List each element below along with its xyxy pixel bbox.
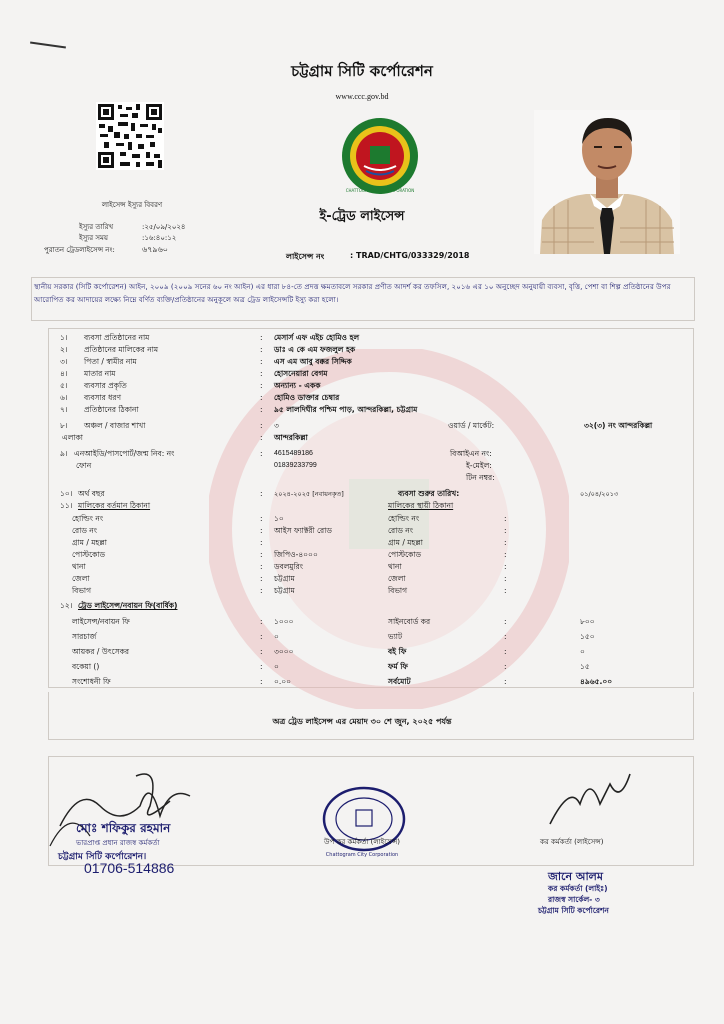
field-text: পোস্টকোড: [388, 550, 422, 559]
father-name: এস এম আবু বক্কর সিদ্দিক: [274, 357, 352, 366]
permanent-address-title: মালিকের স্থায়ী ঠিকানা: [388, 501, 454, 510]
left-signer-org: চট্টগ্রাম সিটি কর্পোরেশন।: [58, 852, 147, 862]
field-text: গ্রাম / মহল্লা: [388, 538, 423, 547]
field-text: ১৫০: [580, 632, 595, 641]
left-signer-phone: 01706-514886: [84, 860, 175, 876]
qr-code: [96, 102, 164, 170]
fees-title: ট্রেড লাইসেন্স/নবায়ন ফি(বার্ষিক): [78, 601, 178, 610]
field-text: বকেয়া (): [72, 662, 100, 671]
field-text: :: [504, 617, 507, 626]
field-text: বিভাগ: [388, 586, 407, 595]
license-no: : TRAD/CHTG/033329/2018: [350, 251, 470, 260]
field-text: ১০: [274, 514, 284, 523]
label-email: ই-মেইল:: [466, 461, 492, 470]
right-signer-line3: চট্টগ্রাম সিটি কর্পোরেশন: [538, 906, 609, 915]
field-text: থানা: [388, 562, 402, 571]
field-text: ০.০০: [274, 677, 292, 686]
city-corporation-logo: [340, 116, 420, 196]
field-text: ৭।: [60, 405, 68, 414]
label-father-name: পিতা / স্বামীর নাম: [84, 357, 137, 366]
field-text: ভ্যাট: [388, 632, 403, 641]
issue-caption: লাইসেন্স ইস্যুর বিবরণ: [101, 201, 163, 209]
label-bin: বিআইএন নং:: [450, 449, 492, 458]
field-text: ০: [274, 632, 279, 641]
field-text: :: [504, 662, 507, 671]
field-text: গ্রাম / মহল্লা: [72, 538, 107, 547]
field-text: :: [260, 345, 263, 354]
field-text: :: [504, 550, 507, 559]
field-text: বই ফি: [388, 647, 407, 656]
field-text: ১১।: [60, 501, 73, 510]
present-address-title: মালিকের বর্তমান ঠিকানা: [78, 501, 151, 510]
field-text: লাইসেন্স/নবায়ন ফি: [72, 617, 130, 626]
nid: 4615489186: [274, 450, 313, 457]
field-text: :: [260, 433, 263, 442]
field-text: :: [504, 586, 507, 595]
field-text: :: [260, 647, 263, 656]
field-text: :: [260, 369, 263, 378]
field-text: ৯।: [60, 449, 68, 458]
field-text: :: [260, 421, 263, 430]
field-text: ০: [274, 662, 279, 671]
intro-text: স্থানীয় সরকার (সিটি কর্পোরেশন) আইন, ২০০৯ (২০০৯ সনের ৬০ নং আইন) এর ধারা ৮৪-তে প্রদত্ত ক্ষমতাবলে সরকার প্রণীত আদর্শ কর তফসিল, ২০১৬ এর ১০ অনুচ্ছেদ অনুযায়ী ব্যবসা, বৃত্তি, পেশা বা শিল্প প্রতিষ্ঠানের উপর আরোপিত কর আদায়ের লক্ষ্যে নিম্নে বর্ণিত ব্যক্তি/প্রতিষ্ঠানের অনুকূলে অত্র ট্রেড লাইসেন্সটি ইস্যু করা হলো।: [34, 282, 671, 304]
seal-text: Chattogram City Corporation: [325, 852, 399, 858]
field-text: :: [260, 550, 263, 559]
field-text: :: [504, 647, 507, 656]
field-text: :: [260, 662, 263, 671]
field-text: ৮।: [60, 421, 68, 430]
issue-time-label: ইস্যুর সময়: [79, 234, 109, 242]
right-signer-name: জানে আলম: [548, 870, 603, 883]
label-business-nature: ব্যবসার প্রকৃতি: [84, 381, 127, 390]
right-signer-line1: কর কর্মকর্তা (লাইঃ): [548, 884, 608, 893]
field-text: বিভাগ: [72, 586, 91, 595]
field-text: :: [260, 617, 263, 626]
field-text: ১০০০: [274, 617, 294, 626]
field-text: :: [504, 514, 507, 523]
label-phone: ফোন: [76, 461, 92, 470]
field-text: ২।: [60, 345, 68, 354]
logo-text: CHATTOGRAM CITY CORPORATION: [345, 188, 415, 193]
field-text: ৮০০: [580, 617, 595, 626]
label-business-name: ব্যবসা প্রতিষ্ঠানের নাম: [84, 333, 150, 342]
business-name: মেসার্স এফ এইচ হোমিও হল: [274, 333, 360, 342]
field-text: জেলা: [72, 574, 90, 583]
field-text: :: [260, 632, 263, 641]
center-signer-label: উপ কর কর্মকর্তা (লাইসেন্স): [324, 838, 400, 846]
issue-date: :২৫/০৯/২০২৪: [142, 223, 186, 231]
field-text: জিপিও-৪০০০: [274, 550, 318, 559]
field-text: :: [504, 677, 507, 686]
label-owner-name: প্রতিষ্ঠানের মালিকের নাম: [84, 345, 159, 354]
field-text: :: [260, 489, 263, 498]
field-text: :: [504, 632, 507, 641]
field-text: হোল্ডিং নং: [388, 514, 420, 523]
phone: 01839233799: [274, 462, 317, 469]
validity-text: অত্র ট্রেড লাইসেন্স এর মেয়াদ ৩০ শে জুন, ২০২৫ পর্যন্ত: [272, 717, 452, 726]
field-text: পোস্টকোড: [72, 550, 106, 559]
field-text: ১।: [60, 333, 68, 342]
business-type: হোমিও ডাক্তার চেম্বার: [274, 393, 340, 402]
field-text: চট্টগ্রাম: [274, 574, 295, 583]
field-text: ডবলমুরিং: [274, 562, 303, 571]
right-signature: [540, 764, 640, 834]
field-text: :: [504, 562, 507, 571]
field-text: চট্টগ্রাম: [274, 586, 295, 595]
label-fiscal-year: অর্থ বছর: [78, 489, 105, 498]
pen-mark: [30, 42, 66, 49]
issue-time: :১৬:৪০:১২: [142, 234, 177, 242]
total-label: সর্বমোট: [388, 677, 411, 686]
business-address: ৯৫ লালদিঘীর পশ্চিম পাড়, আন্দরকিল্লা, চট্টগ্রাম: [274, 405, 418, 414]
issue-date-label: ইস্যুর তারিখ: [79, 223, 114, 231]
right-signer-line2: রাজস্ব সার্কেল- ৩: [548, 895, 600, 904]
label-business-type: ব্যবসার ধরণ: [84, 393, 122, 402]
field-text: জেলা: [388, 574, 406, 583]
field-text: :: [260, 357, 263, 366]
field-text: :: [260, 574, 263, 583]
field-text: :: [504, 538, 507, 547]
business-start: ০১/০৪/২০১৩: [580, 490, 619, 498]
label-mother-name: মাতার নাম: [84, 369, 116, 378]
left-signer-name: মোঃ শফিকুর রহমান: [76, 821, 171, 835]
field-text: :: [260, 526, 263, 535]
field-text: ফর্ম ফি: [388, 662, 408, 671]
field-text: ৬।: [60, 393, 68, 402]
zone: ৩: [274, 421, 279, 430]
field-text: সাইনবোর্ড কর: [388, 617, 431, 626]
field-text: হোল্ডিং নং: [72, 514, 104, 523]
right-signer-label: কর কর্মকর্তা (লাইসেন্স): [540, 838, 604, 846]
field-text: :: [260, 405, 263, 414]
license-no-label: লাইসেন্স নং: [286, 252, 325, 261]
ward: ৩২(৩) নং আন্দরকিল্লা: [584, 421, 653, 430]
field-text: সারচার্জ: [72, 632, 97, 641]
field-text: ১০।: [60, 489, 73, 498]
org-title: চট্টগ্রাম সিটি কর্পোরেশন: [291, 62, 433, 80]
mother-name: হোসনেয়ারা বেগম: [274, 369, 328, 378]
old-license-no: ৬৭৯৬০: [142, 245, 168, 254]
field-text: ১৫: [580, 662, 590, 671]
business-nature: অন্যান্য - একক: [274, 381, 321, 390]
field-text: :: [260, 449, 263, 458]
field-text: ৫।: [60, 381, 68, 390]
field-text: আয়কর / উৎসেকর: [72, 647, 130, 656]
field-text: থানা: [72, 562, 86, 571]
label-ward: ওয়ার্ড / মার্কেট:: [448, 421, 495, 430]
label-tin: টিন নম্বর:: [466, 473, 495, 482]
field-text: :: [260, 514, 263, 523]
owner-photo: [534, 110, 680, 254]
field-text: ৪।: [60, 369, 68, 378]
field-text: রোড নং: [72, 526, 97, 535]
field-text: :: [260, 562, 263, 571]
label-nid: এনআইডি/পাসপোর্ট/জন্ম নিব: নং: [74, 449, 175, 458]
label-business-start: ব্যবসা শুরুর তারিখ:: [398, 489, 460, 498]
field-text: সংশোধনী ফি: [72, 677, 111, 686]
old-license-label: পুরাতন ট্রেডলাইসেন্স নং:: [44, 246, 115, 254]
field-text: :: [260, 381, 263, 390]
label-zone: অঞ্চল / বাজার শাখা: [84, 421, 146, 430]
label-business-address: প্রতিষ্ঠানের ঠিকানা: [84, 405, 139, 414]
field-text: ৩০০০: [274, 647, 294, 656]
field-text: ১২।: [60, 601, 73, 610]
field-text: :: [504, 526, 507, 535]
elaka: আন্দরকিল্লা: [274, 433, 308, 442]
field-text: আইস ফ্যাক্টরী রোড: [274, 526, 332, 535]
field-text: ০: [580, 647, 585, 656]
left-signer-title: ভারপ্রাপ্ত প্রধান রাজস্ব কর্মকর্তা: [76, 839, 160, 847]
field-text: :: [260, 538, 263, 547]
field-text: রোড নং: [388, 526, 413, 535]
field-text: ৩।: [60, 357, 68, 366]
fiscal-year: ২০২৪-২০২৫ [নবায়নকৃত]: [274, 490, 344, 498]
total-value: ৪৯৬৫.০০: [580, 677, 613, 686]
field-text: :: [504, 574, 507, 583]
field-text: :: [260, 393, 263, 402]
license-title: ই-ট্রেড লাইসেন্স: [319, 209, 405, 224]
label-elaka: এলাকা: [62, 433, 83, 442]
owner-name: ডাঃ এ কে এম ফজলুল হক: [274, 345, 356, 354]
field-text: :: [260, 677, 263, 686]
website: www.ccc.gov.bd: [335, 92, 389, 101]
field-text: :: [260, 586, 263, 595]
field-text: :: [260, 333, 263, 342]
